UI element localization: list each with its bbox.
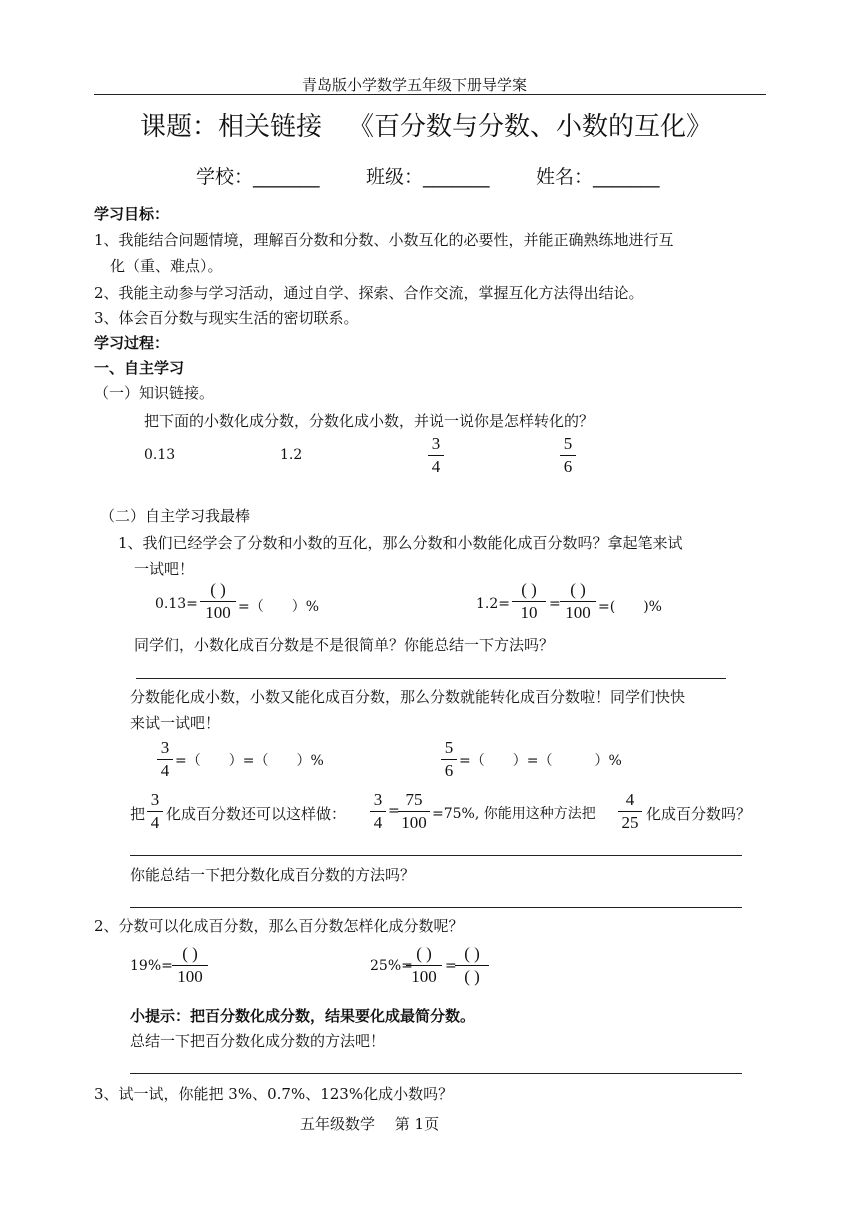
method-equals: = (388, 803, 400, 819)
fraction-3-4-b: 3 4 (157, 738, 173, 781)
part-1-heading: （一）知识链接。 (94, 384, 215, 402)
equation-12-suffix: =( )% (598, 599, 662, 615)
fraction-blank-100: ( ) 100 (200, 580, 236, 623)
name-field: 姓名：_______ (536, 166, 660, 188)
method-result: =75%, 你能用这种方法把 (432, 806, 596, 822)
fraction-blank-100c: ( ) 100 (172, 944, 208, 987)
tip-text: 小提示：把百分数化成分数，结果要化成最简分数。 (130, 1007, 476, 1025)
decimal-013: 0.13 (144, 447, 176, 463)
equation-3-4-suffix: =（ ）=（ ）% (175, 753, 324, 769)
process-heading: 学习过程： (94, 334, 170, 352)
question-3: 3、试一试，你能把 3%、0.7%、123%化成小数吗？ (94, 1085, 454, 1103)
paragraph-fraction: 分数能化成小数，小数又能化成百分数，那么分数就能转化成百分数啦！同学们快快 (130, 688, 686, 706)
fraction-5-6: 5 6 (560, 434, 576, 477)
lesson-title-right: 《百分数与分数、小数的互化》 (348, 112, 713, 142)
answer-line-2 (130, 855, 742, 856)
ask-fraction-method: 你能总结一下把分数化成百分数的方法吗？ (130, 866, 416, 884)
equation-12-prefix: 1.2= (476, 596, 510, 612)
goal-3: 3、体会百分数与现实生活的密切联系。 (94, 309, 359, 327)
goal-1: 1、我能结合问题情境，理解百分数和分数、小数互化的必要性，并能正确熟练地进行互 (94, 231, 674, 249)
lesson-title-left: 课题：相关链接 (140, 112, 323, 142)
page-footer: 五年级数学 第 1页 (300, 1115, 440, 1133)
question-1-cont: 一试吧！ (134, 560, 195, 578)
instruction-1: 把下面的小数化成分数，分数化成小数，并说一说你是怎样转化的？ (144, 412, 595, 430)
equation-5-6-suffix: =（ ）=（ ）% (459, 753, 622, 769)
section-1-heading: 一、自主学习 (94, 359, 185, 377)
percent-19: 19%= (130, 958, 173, 974)
answer-line-3 (130, 907, 742, 908)
method-text: 化成百分数还可以这样做： (166, 805, 347, 823)
decimal-12: 1.2 (280, 447, 303, 463)
ask-percent-method: 总结一下把百分数化成分数的方法吧！ (130, 1032, 386, 1050)
fraction-3-4-d: 3 4 (370, 790, 386, 833)
header-rule (94, 94, 766, 95)
fraction-blank-blank: ( ) ( ) (455, 944, 489, 987)
ask-decimal-method: 同学们，小数化成百分数是不是很简单？你能总结一下方法吗？ (134, 636, 555, 654)
method-ba: 把 (130, 805, 146, 823)
class-field: 班级：_______ (366, 166, 490, 188)
goals-heading: 学习目标： (94, 205, 170, 223)
fraction-blank-100b: ( ) 100 (560, 580, 596, 623)
answer-line-4 (130, 1073, 742, 1074)
question-2: 2、分数可以化成百分数，那么百分数怎样化成分数呢？ (94, 917, 464, 935)
question-1: 1、我们已经学会了分数和小数的互化，那么分数和小数能化成百分数吗？拿起笔来试 (118, 534, 683, 552)
fraction-75-100: 75 100 (398, 790, 430, 833)
method-tail: 化成百分数吗？ (646, 805, 752, 823)
goal-1-cont: 化（重、难点）。 (110, 257, 223, 275)
paragraph-fraction-cont: 来试一试吧！ (130, 714, 221, 732)
fraction-4-25: 4 25 (618, 790, 642, 833)
fraction-5-6-b: 5 6 (441, 738, 457, 781)
equation-013-prefix: 0.13= (155, 596, 198, 612)
equation-013-suffix: =（ ）% (238, 599, 320, 615)
answer-line-1 (136, 678, 726, 679)
part-2-heading: （二）自主学习我最棒 (100, 507, 251, 525)
fraction-3-4: 3 4 (428, 434, 444, 477)
percent-25: 25%= (370, 958, 413, 974)
fraction-blank-100d: ( ) 100 (406, 944, 442, 987)
fraction-blank-10: ( ) 10 (512, 580, 546, 623)
goal-2: 2、我能主动参与学习活动，通过自学、探索、合作交流，掌握互化方法得出结论。 (94, 284, 644, 302)
equals-sign: = (549, 596, 561, 612)
school-field: 学校：_______ (196, 166, 320, 188)
page-header: 青岛版小学数学五年级下册导学案 (302, 76, 528, 94)
equals-sign-2: = (445, 958, 457, 974)
fraction-3-4-c: 3 4 (147, 790, 163, 833)
